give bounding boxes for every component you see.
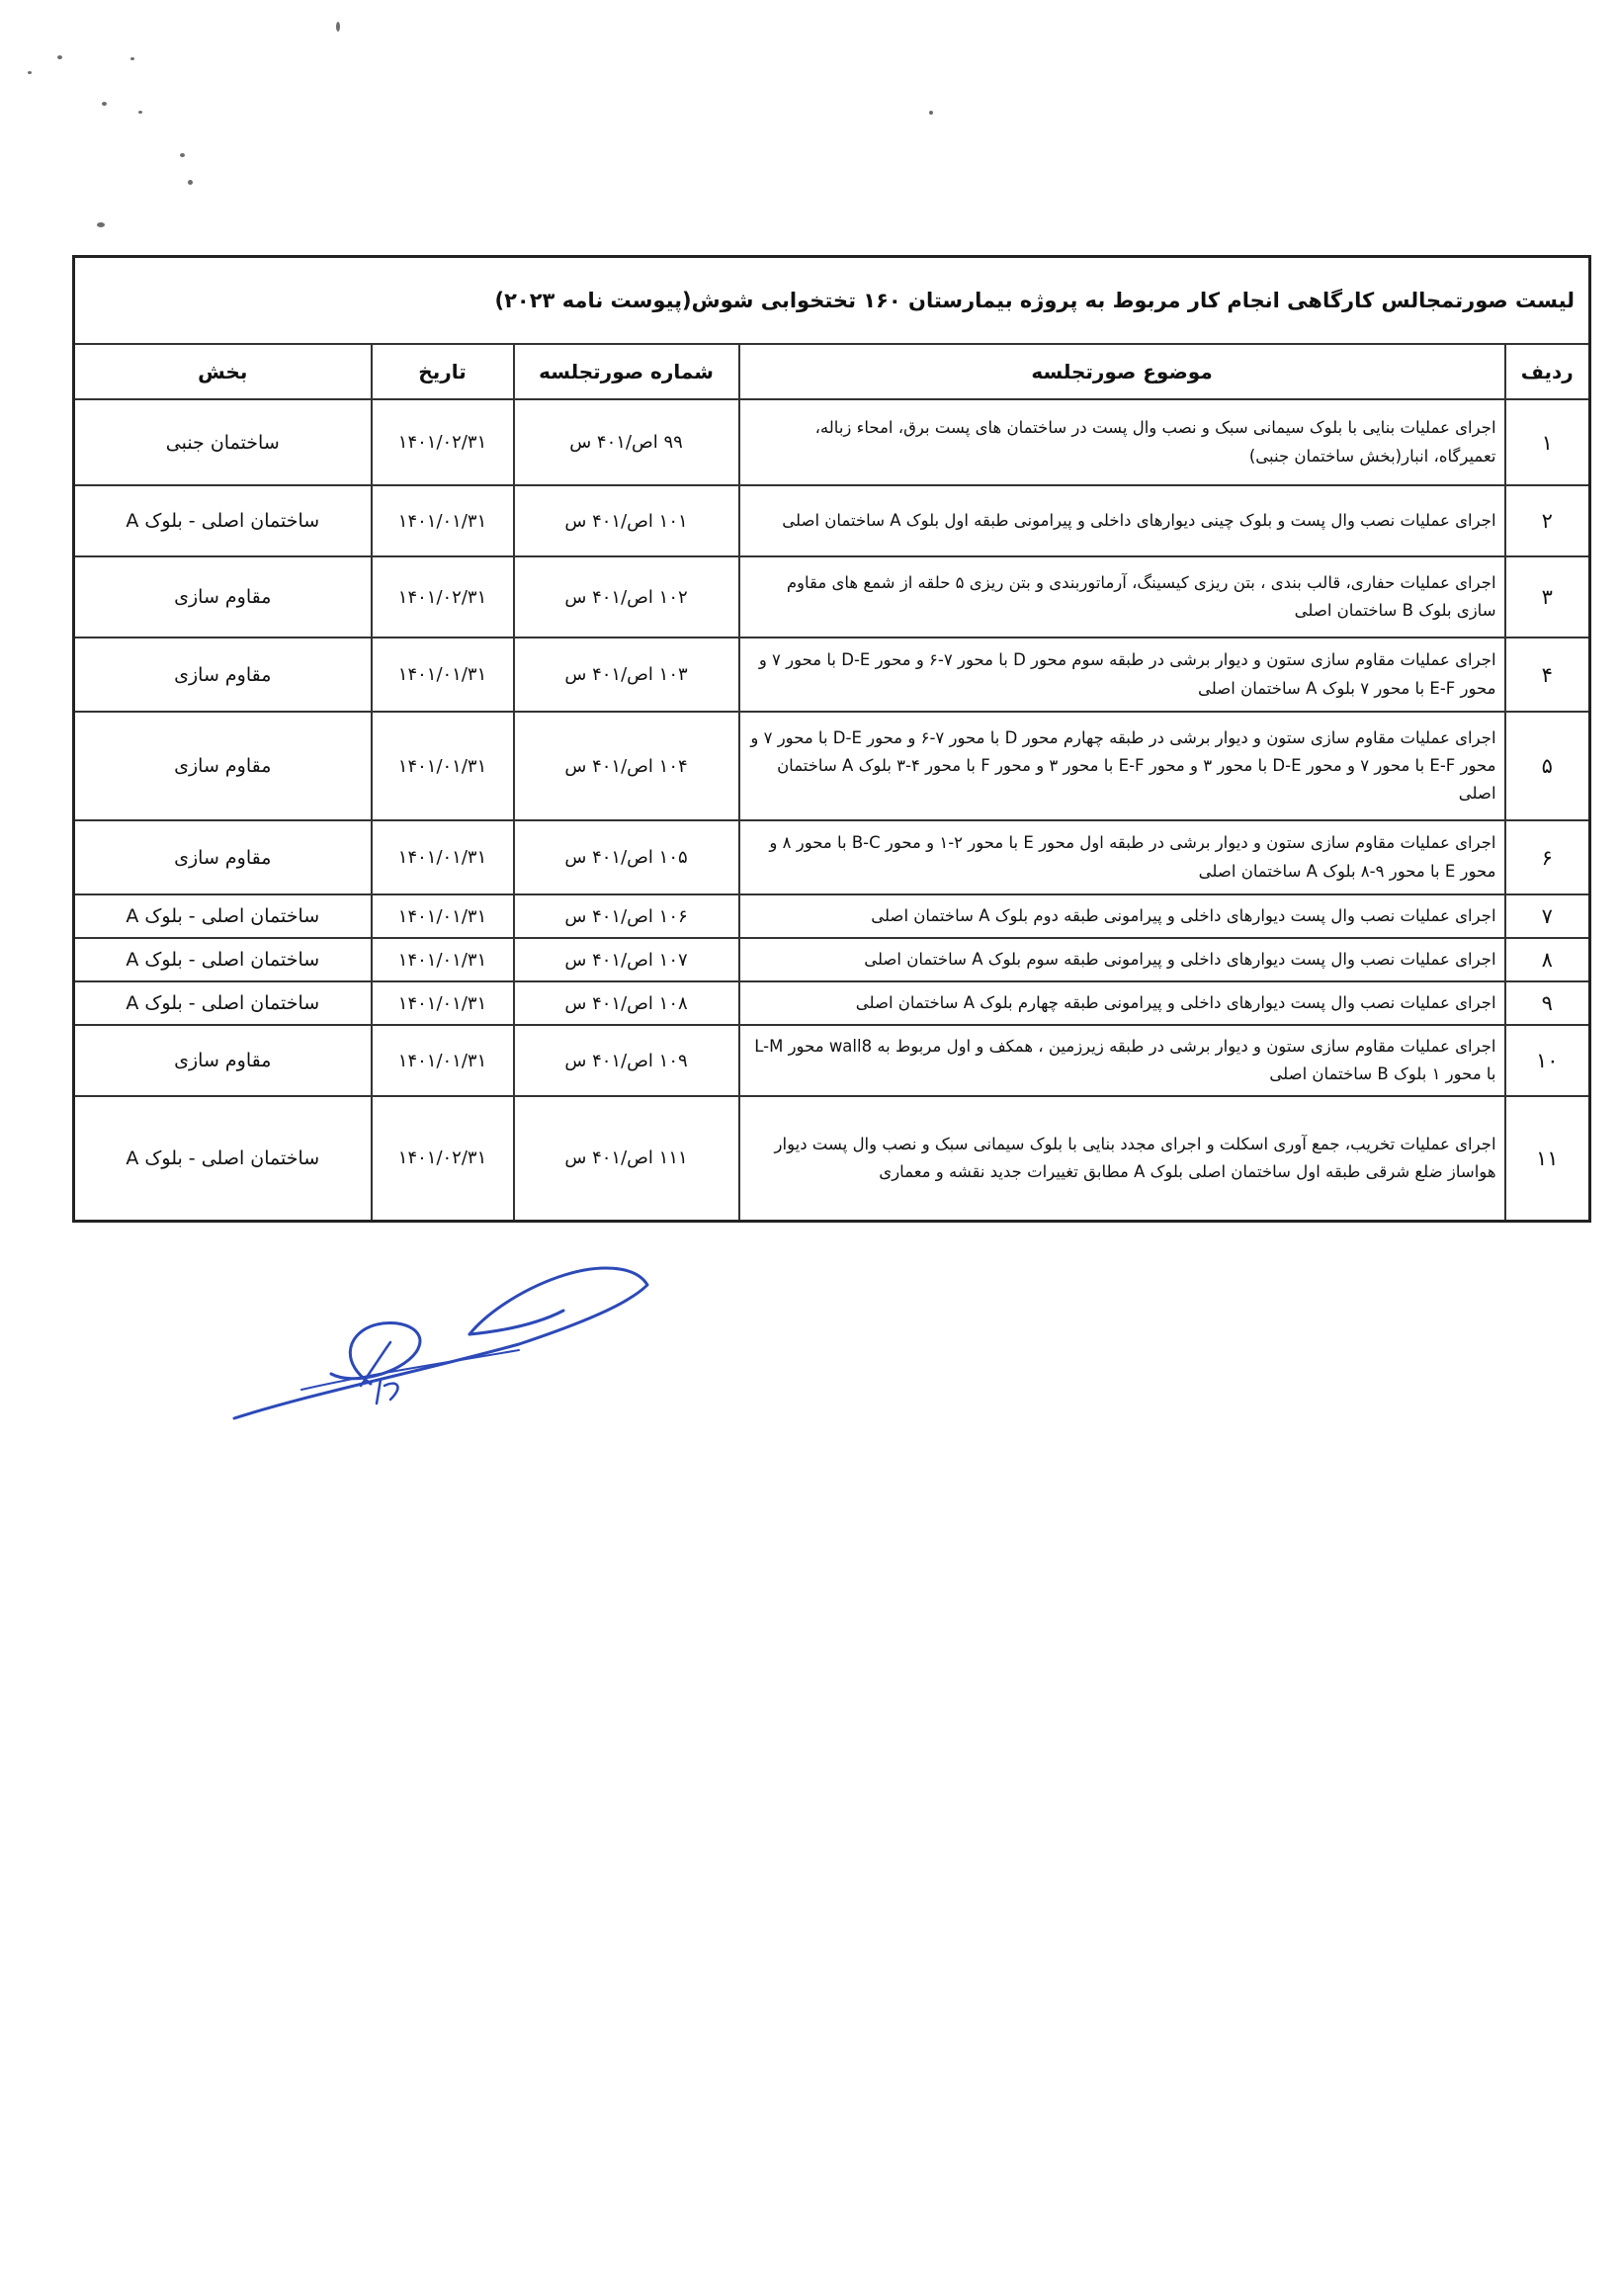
row-minutes-number: ۱۰۵ اص/۴۰۱ س [514, 820, 739, 894]
work-minutes-table [72, 255, 1591, 1223]
row-date: ۱۴۰۱/۰۲/۳۱ [372, 1096, 514, 1221]
row-subject: اجرای عملیات مقاوم سازی ستون و دیوار برشی در طبقه سوم محور D با محور ۷-۶ و محور D-E با محور ۷ و محور E-F با محور ۷ بلوک A ساختمان اصلی [739, 638, 1505, 712]
scan-speck [57, 55, 62, 59]
row-subject: اجرای عملیات نصب وال پست دیوارهای داخلی و پیرامونی طبقه چهارم بلوک A ساختمان اصلی [739, 981, 1505, 1025]
row-number: ۱ [1505, 399, 1590, 485]
row-subject: اجرای عملیات نصب وال پست و بلوک چینی دیوارهای داخلی و پیرامونی طبقه اول بلوک A ساختمان اصلی [739, 485, 1505, 556]
scan-speck [188, 180, 193, 185]
scan-speck [180, 153, 185, 157]
row-number: ۸ [1505, 938, 1590, 981]
row-section: مقاوم سازی [74, 1025, 372, 1096]
header-minutes-number: شماره صورتجلسه [514, 344, 739, 399]
row-date: ۱۴۰۱/۰۱/۳۱ [372, 938, 514, 981]
header-date: تاریخ [372, 344, 514, 399]
table-row [74, 485, 1590, 556]
row-date: ۱۴۰۱/۰۱/۳۱ [372, 485, 514, 556]
scan-speck [28, 71, 32, 74]
scan-speck [102, 102, 107, 106]
header-section: بخش [74, 344, 372, 399]
scan-speck [138, 111, 142, 114]
row-number: ۹ [1505, 981, 1590, 1025]
table-row [74, 638, 1590, 712]
row-minutes-number: ۱۰۸ اص/۴۰۱ س [514, 981, 739, 1025]
row-section: ساختمان اصلی - بلوک A [74, 938, 372, 981]
row-section: مقاوم سازی [74, 712, 372, 820]
row-section: مقاوم سازی [74, 556, 372, 638]
table-row [74, 1025, 1590, 1096]
row-subject: اجرای عملیات مقاوم سازی ستون و دیوار برشی در طبقه اول محور E با محور ۲-۱ و محور B-C با محور ۸ و محور E با محور ۹-۸ بلوک A ساختمان اصلی [739, 820, 1505, 894]
header-subject: موضوع صورتجلسه [739, 344, 1505, 399]
row-number: ۵ [1505, 712, 1590, 820]
row-minutes-number: ۱۰۳ اص/۴۰۱ س [514, 638, 739, 712]
page-title: لیست صورتمجالس کارگاهی انجام کار مربوط به پروژه بیمارستان ۱۶۰ تختخوابی شوش(پیوست نامه ۲۰۲۳) [74, 257, 1590, 345]
row-number: ۳ [1505, 556, 1590, 638]
scan-speck [336, 22, 340, 32]
table-row [74, 1096, 1590, 1221]
row-minutes-number: ۱۰۷ اص/۴۰۱ س [514, 938, 739, 981]
row-date: ۱۴۰۱/۰۲/۳۱ [372, 399, 514, 485]
header-row-number: ردیف [1505, 344, 1590, 399]
row-section: ساختمان اصلی - بلوک A [74, 485, 372, 556]
row-minutes-number: ۱۰۲ اص/۴۰۱ س [514, 556, 739, 638]
scan-speck [929, 111, 933, 115]
header-row [74, 344, 1590, 399]
table-row [74, 820, 1590, 894]
row-subject: اجرای عملیات مقاوم سازی ستون و دیوار برشی در طبقه چهارم محور D با محور ۷-۶ و محور D-E با محور ۷ و محور E-F با محور ۷ و محور D-E با محور ۳ و محور E-F با محور ۳ و محور F با محور ۴-۳ بلوک A ساختمان اصلی [739, 712, 1505, 820]
signature-stroke [377, 1380, 397, 1403]
scan-speck [130, 57, 134, 60]
row-number: ۴ [1505, 638, 1590, 712]
scan-speck [97, 222, 105, 227]
row-subject: اجرای عملیات نصب وال پست دیوارهای داخلی و پیرامونی طبقه سوم بلوک A ساختمان اصلی [739, 938, 1505, 981]
row-date: ۱۴۰۱/۰۲/۳۱ [372, 556, 514, 638]
row-section: ساختمان جنبی [74, 399, 372, 485]
row-date: ۱۴۰۱/۰۱/۳۱ [372, 894, 514, 938]
table-row [74, 981, 1590, 1025]
row-subject: اجرای عملیات نصب وال پست دیوارهای داخلی و پیرامونی طبقه دوم بلوک A ساختمان اصلی [739, 894, 1505, 938]
title-row [74, 257, 1590, 345]
table-row [74, 712, 1590, 820]
row-date: ۱۴۰۱/۰۱/۳۱ [372, 981, 514, 1025]
signature-stroke [469, 1311, 563, 1334]
signature-stroke [301, 1350, 519, 1390]
signature [222, 1226, 657, 1443]
row-minutes-number: ۱۰۱ اص/۴۰۱ س [514, 485, 739, 556]
table-row [74, 894, 1590, 938]
row-date: ۱۴۰۱/۰۱/۳۱ [372, 712, 514, 820]
table-row [74, 938, 1590, 981]
row-date: ۱۴۰۱/۰۱/۳۱ [372, 1025, 514, 1096]
row-minutes-number: ۹۹ اص/۴۰۱ س [514, 399, 739, 485]
row-number: ۲ [1505, 485, 1590, 556]
row-minutes-number: ۱۰۶ اص/۴۰۱ س [514, 894, 739, 938]
row-date: ۱۴۰۱/۰۱/۳۱ [372, 638, 514, 712]
table-row [74, 556, 1590, 638]
signature-stroke [234, 1268, 647, 1418]
row-minutes-number: ۱۰۴ اص/۴۰۱ س [514, 712, 739, 820]
row-minutes-number: ۱۱۱ اص/۴۰۱ س [514, 1096, 739, 1221]
row-subject: اجرای عملیات تخریب، جمع آوری اسکلت و اجرای مجدد بنایی با بلوک سیمانی سبک و نصب وال پست دیوار هواساز ضلع شرقی طبقه اول ساختمان اصلی بلوک A مطابق تغییرات جدید نقشه و معماری [739, 1096, 1505, 1221]
row-subject: اجرای عملیات مقاوم سازی ستون و دیوار برشی در طبقه زیرزمین ، همکف و اول مربوط به wall8 محور L-M با محور ۱ بلوک B ساختمان اصلی [739, 1025, 1505, 1096]
row-subject: اجرای عملیات بنایی با بلوک سیمانی سبک و نصب وال پست در ساختمان های پست برق، امحاء زباله، تعمیرگاه، انبار(بخش ساختمان جنبی) [739, 399, 1505, 485]
row-subject: اجرای عملیات حفاری، قالب بندی ، بتن ریزی کیسینگ، آرماتوربندی و بتن ریزی ۵ حلقه از شمع های مقاوم سازی بلوک B ساختمان اصلی [739, 556, 1505, 638]
row-section: مقاوم سازی [74, 638, 372, 712]
row-section: ساختمان اصلی - بلوک A [74, 1096, 372, 1221]
row-date: ۱۴۰۱/۰۱/۳۱ [372, 820, 514, 894]
row-number: ۱۱ [1505, 1096, 1590, 1221]
row-minutes-number: ۱۰۹ اص/۴۰۱ س [514, 1025, 739, 1096]
row-section: ساختمان اصلی - بلوک A [74, 981, 372, 1025]
row-number: ۷ [1505, 894, 1590, 938]
row-section: ساختمان اصلی - بلوک A [74, 894, 372, 938]
row-section: مقاوم سازی [74, 820, 372, 894]
row-number: ۱۰ [1505, 1025, 1590, 1096]
row-number: ۶ [1505, 820, 1590, 894]
table-row [74, 399, 1590, 485]
